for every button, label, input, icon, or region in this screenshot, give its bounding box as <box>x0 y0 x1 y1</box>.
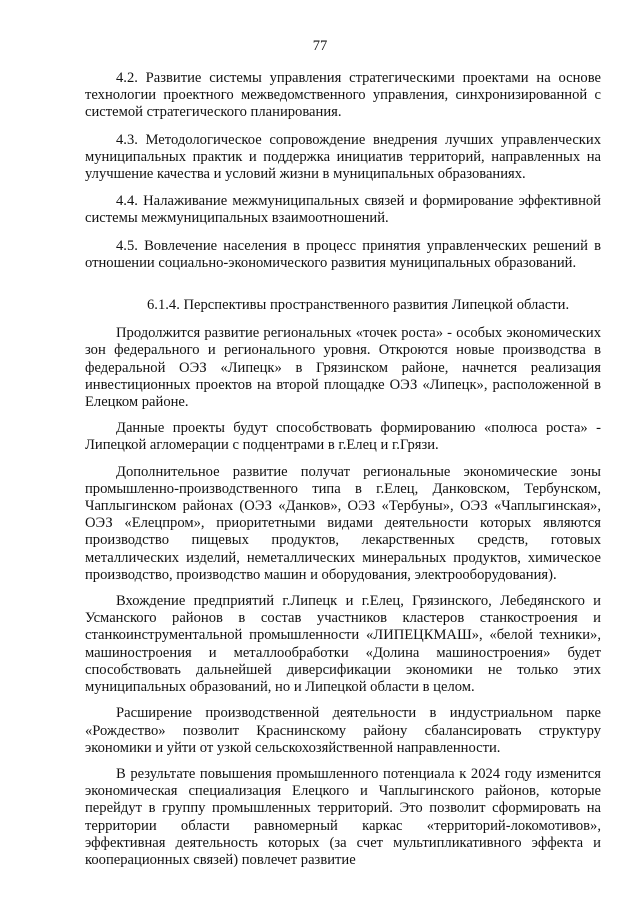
paragraph: Расширение производственной деятельности в индустриальном парке «Рождество» позволит Краснинскому району сбалансировать структуру экономики и уйти от узкой сельскохозяйственной направленности. <box>85 705 601 756</box>
paragraph: Вхождение предприятий г.Липецк и г.Елец, Грязинского, Лебедянского и Усманского районов в состав участников кластеров станкостроения и станкоинструментальной промышленности «ЛИПЕЦКМАШ», «белой техники», машиностроения и металлообработки «Долина машиностроения» будет способствовать дальнейшей диверсификации экономики не только этих муниципальных образований, но и Липецкой области в целом. <box>85 593 601 696</box>
list-item-4-5: 4.5. Вовлечение населения в процесс принятия управленческих решений в отношении социально-экономического развития муниципальных образований. <box>85 237 601 271</box>
paragraph: Продолжится развитие региональных «точек роста» - особых экономических зон федерального и регионального уровня. Откроются новые производства в федеральной ОЭЗ «Липецк» в Грязинском районе, начнется реализация инвестиционных проектов на второй площадке ОЭЗ «Липецк», расположенной в Елецком районе. <box>85 325 601 411</box>
list-item-4-4: 4.4. Налаживание межмуниципальных связей и формирование эффективной системы межмуниципальных взаимоотношений. <box>85 193 601 227</box>
paragraph: Данные проекты будут способствовать формированию «полюса роста» - Липецкой агломерации с подцентрами в г.Елец и г.Грязи. <box>85 420 601 454</box>
list-item-4-3: 4.3. Методологическое сопровождение внедрения лучших управленческих муниципальных практик и поддержка инициатив территорий, направленных на улучшение качества и условий жизни в муниципальных образованиях. <box>85 131 601 183</box>
paragraph: Дополнительное развитие получат региональные экономические зоны промышленно-производственного типа в г.Елец, Данковском, Тербунском, Чаплыгинском районах (ОЭЗ «Данков», ОЭЗ «Тербуны», ОЭЗ «Чаплыгинская», ОЭЗ «Елецпром», приоритетными видами деятельности которых являются производство пищевых продуктов, лекарственных средств, готовых металлических изделий, неметаллических минеральных продуктов, химическое производство, производство машин и оборудования, электрооборудования). <box>85 463 601 583</box>
section-heading: 6.1.4. Перспективы пространственного развития Липецкой области. <box>147 297 570 314</box>
paragraph: В результате повышения промышленного потенциала к 2024 году изменится экономическая специализация Елецкого и Чаплыгинского районов, которые перейдут в группу промышленных территорий. Это позволит сформировать на территории области равномерный каркас «территорий-локомотивов», эффективная деятельность которых (за счет мультипликативного эффекта и кооперационных связей) повлечет развитие <box>85 765 601 868</box>
list-item-4-2: 4.2. Развитие системы управления стратегическими проектами на основе технологии проектного межведомственного управления, синхронизированной с системой стратегического планирования. <box>85 70 601 121</box>
page-number: 77 <box>312 38 328 54</box>
document-body <box>85 70 601 878</box>
